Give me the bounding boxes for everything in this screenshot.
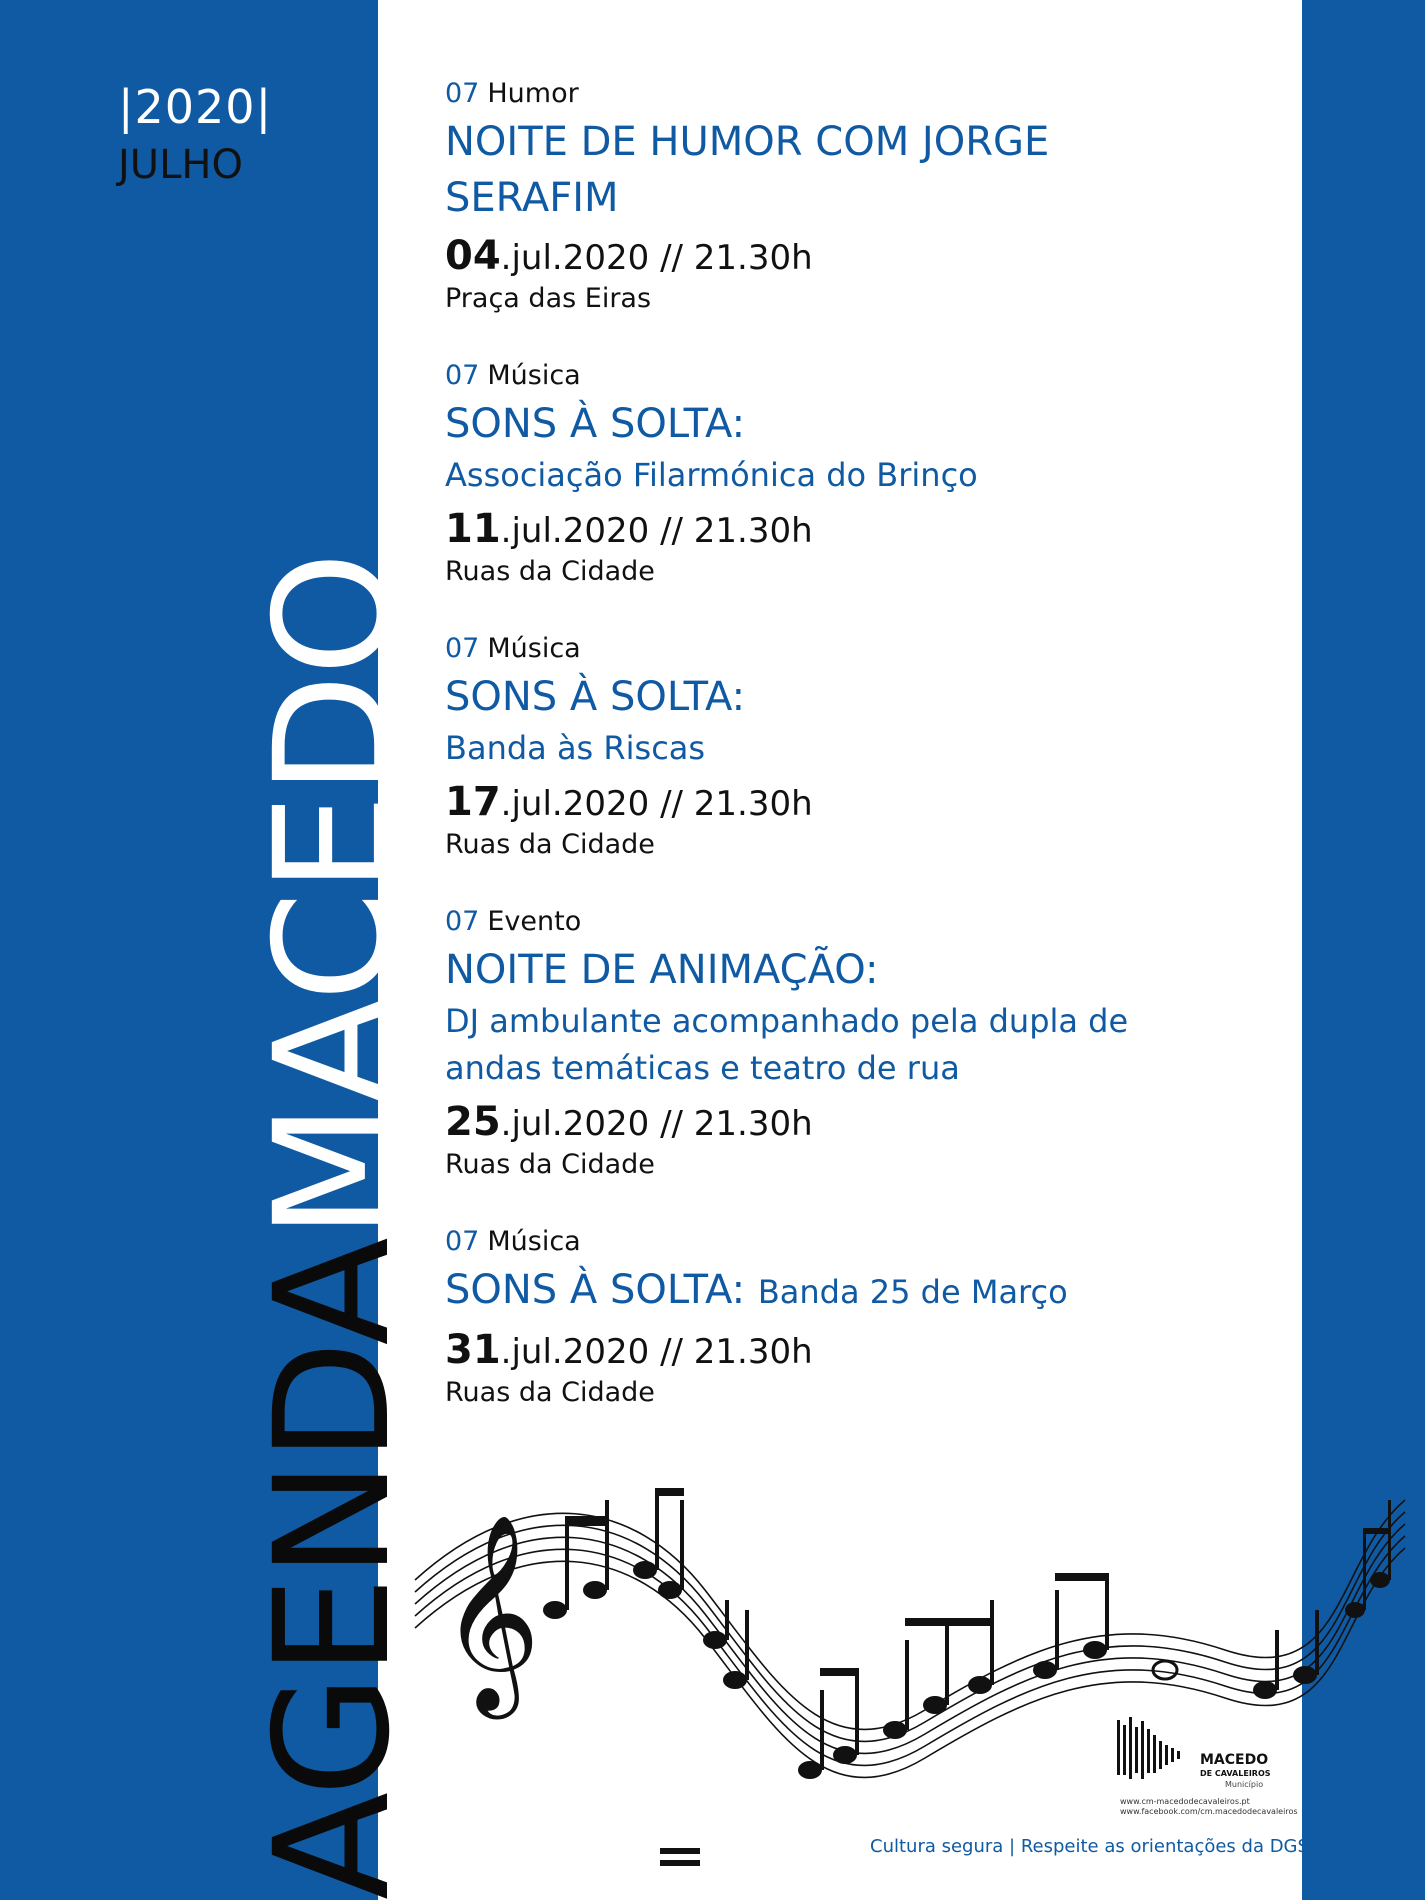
logo-name-line1: MACEDO	[1200, 1752, 1269, 1768]
event-title: SONS À SOLTA:	[445, 401, 746, 447]
logo-name	[1200, 1753, 1271, 1781]
event-subtitle: DJ ambulante acompanhado pela dupla de andas temáticas e teatro de rua	[445, 1002, 1129, 1087]
facebook-url[interactable]: www.facebook.com/cm.macedodecavaleiros	[1120, 1807, 1298, 1816]
event-title-line	[445, 1262, 1275, 1320]
event-place: Ruas da Cidade	[445, 1149, 655, 1180]
event-place: Ruas da Cidade	[445, 829, 655, 860]
title-agenda: AGENDA	[241, 1239, 425, 1900]
event-date	[445, 505, 1275, 555]
logo-subtitle: Município	[1225, 1780, 1264, 1789]
event-category-label: Música	[487, 633, 581, 664]
event-title: NOITE DE ANIMAÇÃO:	[445, 947, 879, 993]
logo-urls	[1120, 1797, 1298, 1817]
vertical-title	[243, 30, 423, 1900]
event-item	[445, 1222, 1275, 1410]
event-subtitle: Associação Filarmónica do Brinço	[445, 456, 978, 494]
event-category-label: Humor	[487, 78, 579, 109]
event-item	[445, 629, 1275, 862]
event-place: Ruas da Cidade	[445, 556, 655, 587]
event-category	[445, 629, 1275, 669]
event-item	[445, 356, 1275, 589]
event-subtitle: Banda às Riscas	[445, 729, 706, 767]
event-item	[445, 74, 1275, 316]
event-month-number: 07	[445, 78, 480, 109]
event-date-rest: .jul.2020 // 21.30h	[500, 238, 813, 278]
event-title: SONS À SOLTA:	[445, 1267, 746, 1313]
event-day: 17	[445, 779, 501, 825]
event-date-rest: .jul.2020 // 21.30h	[500, 784, 813, 824]
event-date-rest: .jul.2020 // 21.30h	[500, 1332, 813, 1372]
event-place: Ruas da Cidade	[445, 1377, 655, 1408]
event-date	[445, 1326, 1275, 1376]
svg-text:𝄞: 𝄞	[440, 1513, 541, 1711]
event-month-number: 07	[445, 1226, 480, 1257]
event-month-number: 07	[445, 360, 480, 391]
event-day: 31	[445, 1327, 501, 1373]
footer-note: Cultura segura | Respeite as orientações da DGS	[870, 1836, 1309, 1857]
event-category-label: Evento	[487, 906, 582, 937]
event-day: 04	[445, 233, 501, 279]
event-category-label: Música	[487, 360, 581, 391]
event-day: 25	[445, 1099, 501, 1145]
event-item	[445, 902, 1275, 1182]
event-date-rest: .jul.2020 // 21.30h	[500, 511, 813, 551]
event-list	[445, 74, 1275, 1450]
event-subtitle: Banda 25 de Março	[757, 1273, 1068, 1311]
poster-year: |2020|	[118, 80, 273, 134]
website-url[interactable]: www.cm-macedodecavaleiros.pt	[1120, 1797, 1250, 1806]
event-place: Praça das Eiras	[445, 283, 652, 314]
event-title: SONS À SOLTA:	[445, 674, 746, 720]
event-date	[445, 232, 1275, 282]
event-date	[445, 778, 1275, 828]
event-category	[445, 1222, 1275, 1262]
event-day: 11	[445, 506, 501, 552]
event-category	[445, 902, 1275, 942]
municipality-logo-icon	[1115, 1715, 1195, 1785]
title-macedo: MACEDO	[241, 553, 425, 1240]
poster-month: JULHO	[118, 142, 243, 188]
event-month-number: 07	[445, 906, 480, 937]
event-category	[445, 74, 1275, 114]
event-title: NOITE DE HUMOR COM JORGE SERAFIM	[445, 119, 1050, 221]
logo-name-line2: DE CAVALEIROS	[1200, 1769, 1271, 1778]
event-category	[445, 356, 1275, 396]
event-month-number: 07	[445, 633, 480, 664]
event-date	[445, 1098, 1275, 1148]
event-category-label: Música	[487, 1226, 581, 1257]
event-date-rest: .jul.2020 // 21.30h	[500, 1104, 813, 1144]
